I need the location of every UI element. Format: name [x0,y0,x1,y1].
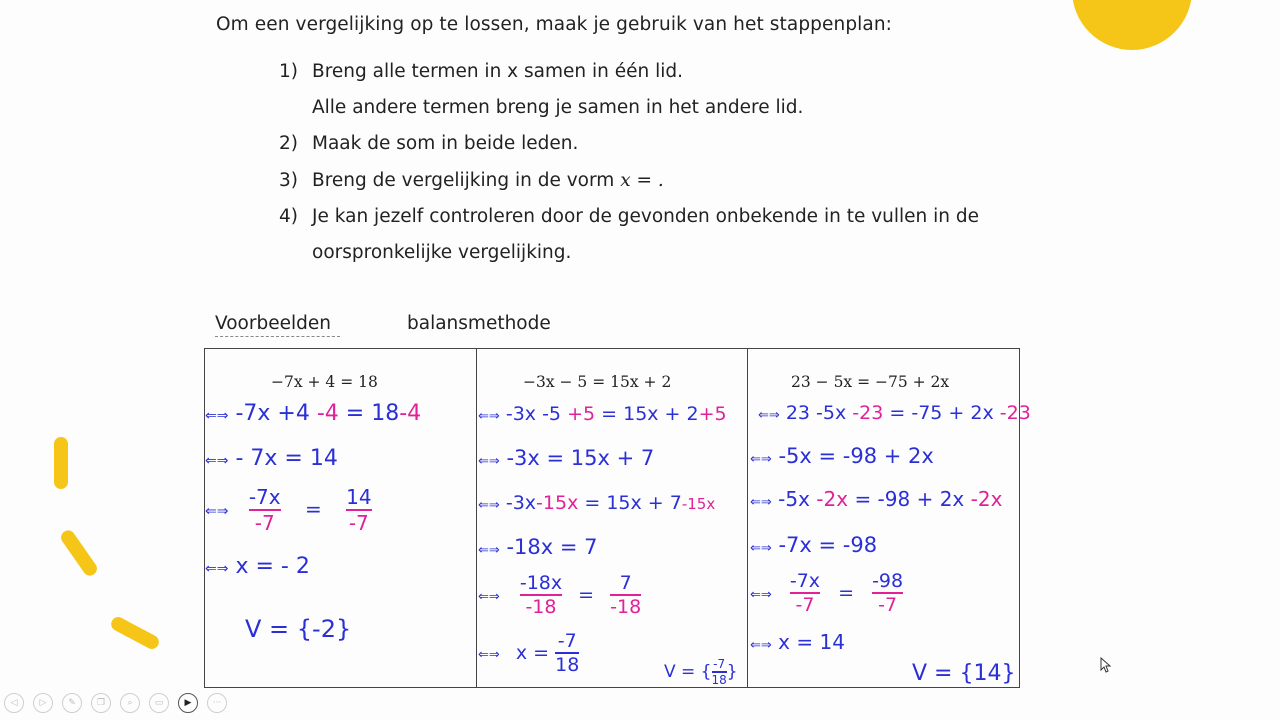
example-1-step-4: ⇐⇒ x = - 2 [205,554,310,579]
example-2-step-4: ⇐⇒ -18x = 7 [478,535,598,559]
more-icon[interactable]: ··· [207,693,227,713]
example-3-step-4: ⇐⇒ -7x = -98 [750,533,878,557]
example-2-step-1: ⇐⇒ -3x -5 +5 = 15x + 2+5 [478,403,727,425]
yellow-dash-decoration [58,528,99,579]
step-text: Breng alle termen in x samen in één lid. [312,61,684,82]
prev-icon[interactable]: ◁ [4,693,24,713]
example-3-equation: 23 − 5x = −75 + 2x [791,373,950,391]
zoom-icon[interactable]: ⌕ [120,693,140,713]
step-text: Je kan jezelf controleren door de gevonden onbekende in te vullen in de [312,206,980,227]
camera-icon[interactable]: ▶ [178,693,198,713]
example-1-step-1: ⇐⇒ -7x +4 -4 = 18-4 [205,401,422,426]
example-2-solution: V = { $\frac{-7}{18}$ } [664,657,738,687]
example-3-step-5: ⇐⇒ $\frac{-7x}{-7}$ = $\frac{-98}{-7}$ [750,570,904,616]
example-3-step-2: ⇐⇒ -5x = -98 + 2x [750,444,934,468]
yellow-dash-decoration [54,437,68,489]
cursor-icon [1100,657,1112,673]
step-number: 3) [279,170,298,191]
column-divider [747,349,748,687]
step-text-math: x = . [620,170,664,191]
step-text: Maak de som in beide leden. [312,133,579,154]
column-divider [476,349,477,687]
voorbeelden-heading: Voorbeelden [215,313,331,334]
voorbeelden-underline [215,336,340,337]
step-number: 2) [279,133,298,154]
yellow-circle-decoration [1072,0,1192,50]
example-1-step-3: ⇐⇒ $\frac{-7x}{-7}$ = $\frac{14}{-7}$ [205,485,372,535]
intro-text: Om een vergelijking op te lossen, maak je gebruik van het stappenplan: [216,14,893,35]
step-number: 1) [279,61,298,82]
example-1-solution: V = {-2} [245,615,352,643]
step-number: 4) [279,206,298,227]
example-2-step-3: ⇐⇒ -3x-15x = 15x + 7-15x [478,492,716,514]
step-text [312,170,664,191]
balansmethode-heading: balansmethode [407,313,551,334]
example-3-step-1: ⇐⇒ 23 -5x -23 = -75 + 2x -23 [758,402,1031,424]
example-3-step-3: ⇐⇒ -5x -2x = -98 + 2x -2x [750,487,1003,511]
example-3-solution: V = {14} [912,661,1016,686]
presentation-toolbar [4,693,227,713]
step-text-prefix: Breng de vergelijking in de vorm [312,170,621,191]
example-2-equation: −3x − 5 = 15x + 2 [523,373,672,391]
example-3-step-6: ⇐⇒ x = 14 [750,630,845,654]
copy-icon[interactable]: ❐ [91,693,111,713]
example-1-step-2: ⇐⇒ - 7x = 14 [205,446,338,471]
step-text: oorspronkelijke vergelijking. [312,242,572,263]
yellow-dash-decoration [109,615,161,652]
example-2-step-2: ⇐⇒ -3x = 15x + 7 [478,446,655,470]
screen-icon[interactable]: ▭ [149,693,169,713]
example-2-step-5: ⇐⇒ $\frac{-18x}{-18}$ = $\frac{7}{-18}$ [478,572,642,618]
step-text: Alle andere termen breng je samen in het andere lid. [312,97,804,118]
next-icon[interactable]: ▷ [33,693,53,713]
pen-icon[interactable]: ✎ [62,693,82,713]
example-1-equation: −7x + 4 = 18 [271,373,378,391]
example-2-step-6: ⇐⇒ x = $\frac{-7}{18}$ [478,630,580,676]
